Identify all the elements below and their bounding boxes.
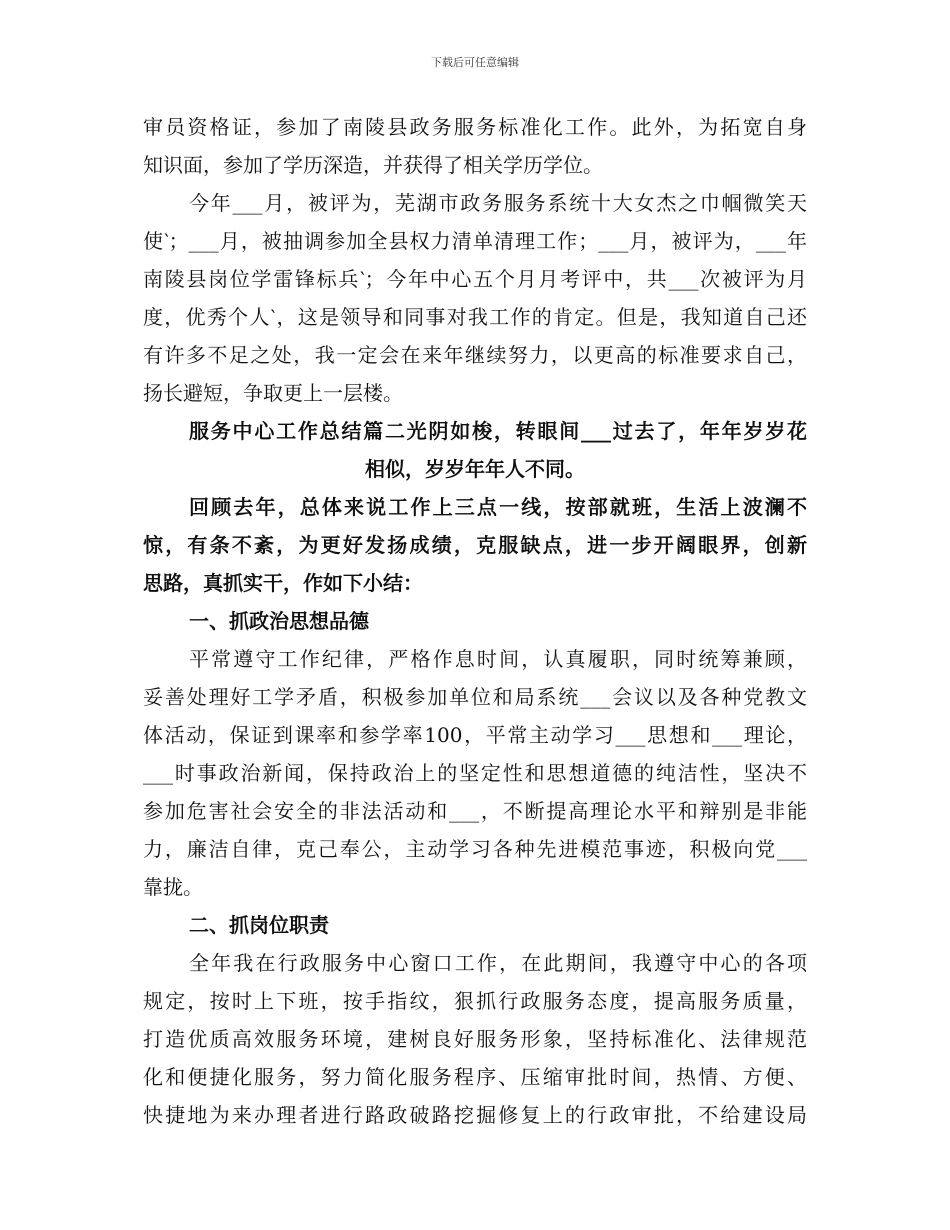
text-line: 平常遵守工作纪律，严格作息时间，认真履职，同时统筹兼顾，	[189, 647, 807, 671]
text-line: 南陵县岗位学雷锋标兵‵；今年中心五个月月考评中，共___次被评为月	[143, 267, 807, 291]
text-line: 打造优质高效服务环境，建树良好服务形象，坚持标准化、法律规范	[143, 1027, 807, 1051]
text-line: 力，廉洁自律，克己奉公，主动学习各种先进模范事迹，积极向党___	[143, 837, 807, 861]
page-header: 下载后可任意编辑	[431, 56, 519, 69]
subsection-heading: 二、抓岗位职责	[189, 913, 329, 937]
text-line: 惊，有条不紊，为更好发扬成绩，克服缺点，进一步开阔眼界，创新	[143, 533, 807, 557]
text-line: 思路，真抓实干，作如下小结：	[143, 571, 423, 595]
text-line: 扬长避短，争取更上一层楼。	[143, 381, 403, 405]
section-heading-line: 服务中心工作总结篇二光阴如梭，转眼间___过去了，年年岁岁花	[189, 419, 807, 443]
text-line: 靠拢。	[143, 875, 203, 899]
section-heading-line: 相似，岁岁年年人不同。	[365, 457, 585, 481]
text-line: 度，优秀个人‵，这是领导和同事对我工作的肯定。但是，我知道自己还	[143, 305, 807, 329]
text-line: 快捷地为来办理者进行路政破路挖掘修复上的行政审批，不给建设局	[143, 1103, 807, 1127]
text-line: 参加危害社会安全的非法活动和___，不断提高理论水平和辩别是非能	[143, 799, 807, 823]
text-line: ___时事政治新闻，保持政治上的坚定性和思想道德的纯洁性，坚决不	[143, 761, 807, 785]
text-line: 今年___月，被评为，芜湖市政务服务系统十大女杰之巾帼微笑天	[189, 191, 807, 215]
text-line: 体活动，保证到课率和参学率100，平常主动学习___思想和___理论，	[143, 723, 807, 747]
text-line: 化和便捷化服务，努力简化服务程序、压缩审批时间，热情、方便、	[143, 1065, 807, 1089]
text-line: 全年我在行政服务中心窗口工作，在此期间，我遵守中心的各项	[189, 951, 807, 975]
text-line: 使‵；___月，被抽调参加全县权力清单清理工作；___月，被评为，___年	[143, 229, 807, 253]
text-line: 有许多不足之处，我一定会在来年继续努力，以更高的标准要求自己，	[143, 343, 807, 367]
text-line: 规定，按时上下班，按手指纹，狠抓行政服务态度，提高服务质量，	[143, 989, 807, 1013]
subsection-heading: 一、抓政治思想品德	[189, 609, 369, 633]
text-line: 审员资格证，参加了南陵县政务服务标准化工作。此外，为拓宽自身	[143, 115, 807, 139]
text-line: 知识面，参加了学历深造，并获得了相关学历学位。	[143, 153, 603, 177]
document-body	[143, 108, 807, 1134]
text-line: 妥善处理好工学矛盾，积极参加单位和局系统___会议以及各种党教文	[143, 685, 807, 709]
text-line: 回顾去年，总体来说工作上三点一线，按部就班，生活上波澜不	[189, 495, 807, 519]
